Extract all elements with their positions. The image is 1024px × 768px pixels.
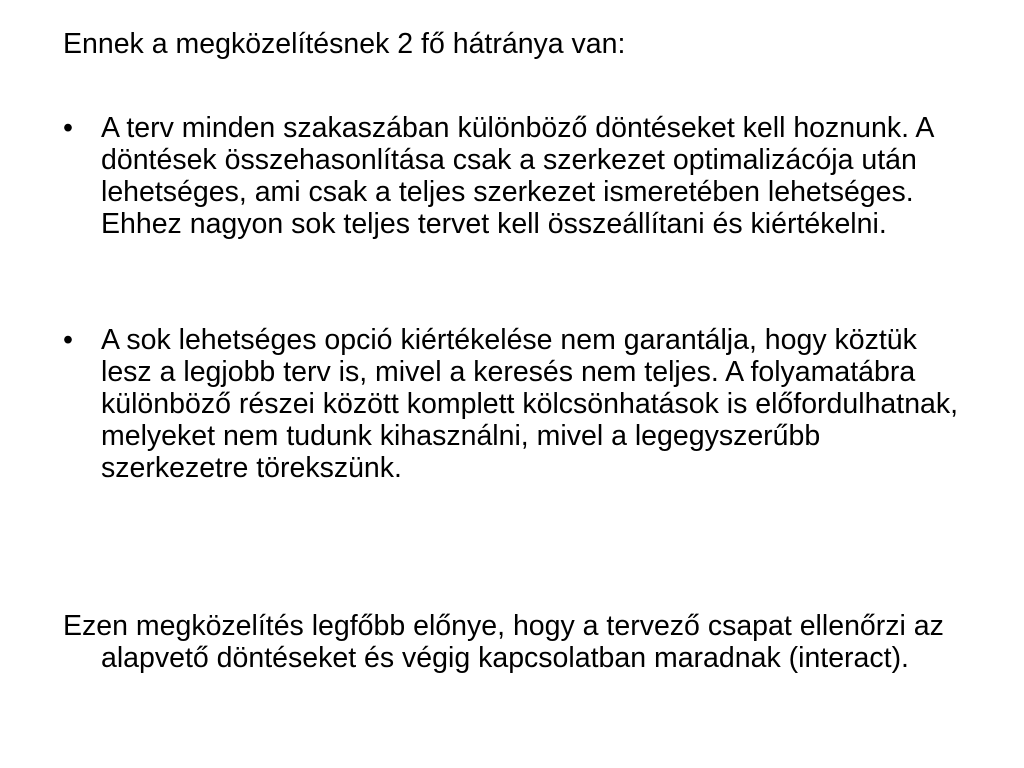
bullet-marker: • <box>63 112 73 144</box>
bullet-text: A sok lehetséges opció kiértékelése nem garantálja, hogy köztük lesz a legjobb terv is, mivel a keresés nem teljes. A folyamatábra különböző részei között komplett kölcsönhatások is előfordulhatnak, melyeket nem tudunk kihasználni, mivel a legegyszerűbb szerkezetre törekszünk. <box>101 324 959 484</box>
bullet-item <box>63 324 973 484</box>
bullet-text: A terv minden szakaszában különböző döntéseket kell hoznunk. A döntések összehasonlítása csak a szerkezet optimalizácója után lehetséges, ami csak a teljes szerkezet ismeretében lehetséges. Ehhez nagyon sok teljes tervet kell összeállítani és kiértékelni. <box>101 112 933 240</box>
bullet-list-1 <box>63 112 973 240</box>
closing-text: Ezen megközelítés legfőbb előnye, hogy a tervező csapat ellenőrzi az alapvető döntéseket és végig kapcsolatban maradnak (interact). <box>63 610 944 674</box>
bullet-list-2 <box>63 324 973 484</box>
bullet-marker: • <box>63 324 73 356</box>
intro-text: Ennek a megközelítésnek 2 fő hátránya van: <box>63 28 626 60</box>
bullet-item <box>63 112 973 240</box>
